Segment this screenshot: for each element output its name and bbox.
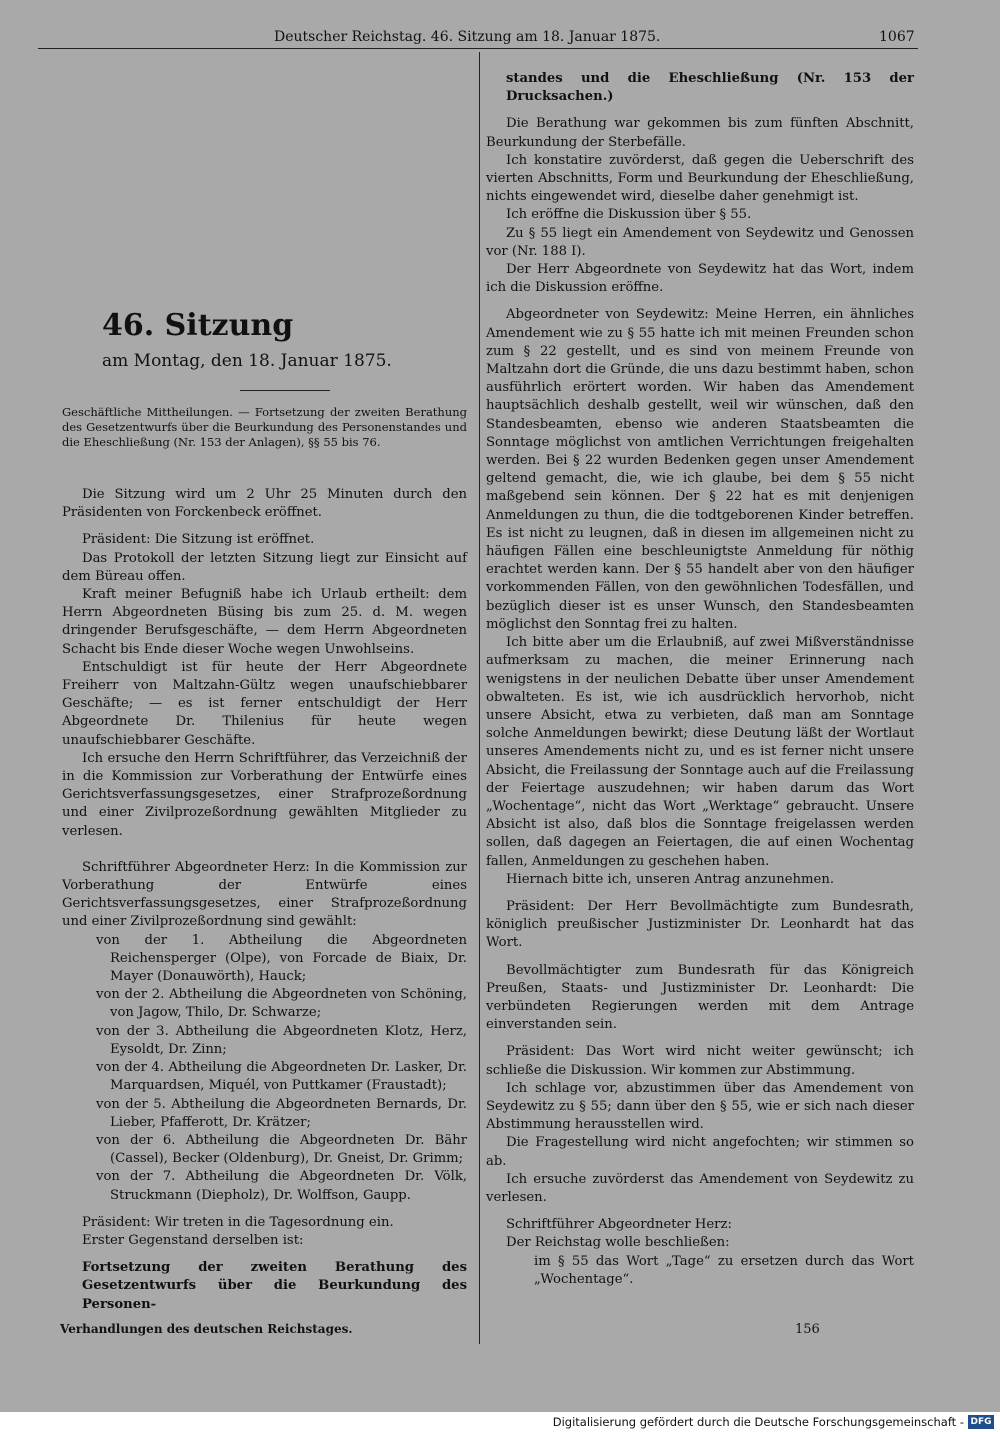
speech-paragraph: Ich bitte aber um die Erlaubniß, auf zwei Mißverständnisse aufmerksam zu machen, die meiner Erinnerung nach wenigstens in der neulichen Debatte über unser Amendement obwalteten. Es ist, wie ich ausdrücklich hervorhob, nicht unsere Absicht, etwa zu verbieten, daß man am Sonntage solche Anmeldungen bewirkt; diese Deutung läßt der Wortlaut unseres Amendements nicht zu, und es ist ferner nicht unsere Absicht, die Freilassung der Sonntage auch auf die Freilassung der Feiertage auszudehnen; wir haben darum das Wort „Wochentage“, nicht das Wort „Werktage“ gebraucht. Unsere Absicht ist also, daß blos die Sonntage freigelassen werden sollen, daß dagegen an Feiertagen, die auf einen Wochentag fallen, Anmeldungen zu geschehen haben. — [486, 635, 914, 869]
paragraph: Ich konstatire zuvörderst, daß gegen die Ueberschrift des vierten Abschnitts, Form und Beurkundung der Eheschließung, nichts eingewendet wird, dieselbe daher genehmigt ist. — [486, 152, 914, 205]
member-list-item: von der 5. Abtheilung die Abgeordneten Bernards, Dr. Lieber, Pfafferott, Dr. Krätzer; — [96, 1096, 467, 1130]
column-divider — [479, 52, 480, 1344]
paragraph: Präsident: Der Herr Bevollmächtigte zum Bundesrath, königlich preußischer Justizminister Dr. Leonhardt hat das Wort. — [486, 898, 914, 951]
header-rule — [38, 48, 918, 49]
member-list-item: von der 6. Abtheilung die Abgeordneten Dr. Bähr (Cassel), Becker (Oldenburg), Dr. Gneist, Dr. Grimm; — [96, 1132, 467, 1167]
agenda-heading-continued: standes und die Eheschließung (Nr. 153 der Drucksachen.) — [506, 71, 914, 105]
paragraph: Die Fragestellung wird nicht angefochten; wir stimmen so ab. — [486, 1135, 914, 1169]
paragraph: Das Protokoll der letzten Sitzung liegt zur Einsicht auf dem Büreau offen. — [62, 550, 467, 584]
paragraph: Ich ersuche den Herrn Schriftführer, das Verzeichniß der in die Kommission zur Vorberathung der Entwürfe eines Gerichtsverfassungsgesetzes, einer Strafprozeßordnung und einer Zivilprozeßordnung gewählten Mitglieder zu verlesen. — [62, 750, 467, 839]
member-list-item: von der 4. Abtheilung die Abgeordneten Dr. Lasker, Dr. Marquardsen, Miquél, von Puttkamer (Fraustadt); — [96, 1060, 467, 1094]
paragraph: Schriftführer Abgeordneter Herz: In die Kommission zur Vorberathung der Entwürfe eines Gerichtsverfassungsgesetzes, einer Strafprozeßordnung und einer Zivilprozeßordnung sind gewählt: — [62, 859, 467, 930]
paragraph: Ich schlage vor, abzustimmen über das Amendement von Seydewitz zu § 55; dann über den § 55, wie er sich nach dieser Abstimmung herausstellen wird. — [486, 1080, 914, 1133]
title-rule — [240, 390, 330, 391]
page-header — [0, 24, 1000, 46]
dfg-logo: DFG — [968, 1415, 994, 1429]
footer-source: Verhandlungen des deutschen Reichstages. — [60, 1322, 353, 1336]
opening-paragraph: Die Sitzung wird um 2 Uhr 25 Minuten durch den Präsidenten von Forckenbeck eröffnet. — [62, 487, 467, 521]
paragraph: Ich eröffne die Diskussion über § 55. — [506, 207, 752, 223]
speech-paragraph: Abgeordneter von Seydewitz: Meine Herren, ein ähnliches Amendement wie zu § 55 hatte ich mit meinen Freunden schon zum § 22 gestellt, und es sind von meinem Freunde von Maltzahn dort die Gründe, die uns dazu bestimmt haben, schon ausführlich erörtert worden. Wir haben das Amendement hauptsächlich deshalb gestellt, weil wir wünschen, daß den Standesbeamten, ebenso wie anderen Staatsbeamten die Sonntage möglichst von amtlichen Verrichtungen freigehalten werden. Bei § 22 wurden Bedenken gegen unser Amendement geltend gemacht, die, wie ich glaube, bei dem § 55 nicht maßgebend sein können. Der § 22 hat es mit denjenigen Anmeldungen zu thun, die die todtgeborenen Kinder betreffen. Es ist nicht zu leugnen, daß in diesen im allgemeinen nicht zu häufigen Fällen eine beschleunigtste Anmeldung für nöthig erachtet werden kann. Der § 55 handelt aber von den häufiger vorkommenden Fällen, von den gewöhnlichen Todesfällen, und bezüglich dieser ist es unser Wunsch, den Standesbeamten möglichst den Sonntag frei zu halten. — [486, 307, 914, 632]
page-number: 1067 — [879, 29, 915, 45]
paragraph: Die Berathung war gekommen bis zum fünften Abschnitt, Beurkundung der Sterbefälle. — [486, 116, 914, 150]
paragraph: Präsident: Das Wort wird nicht weiter gewünscht; ich schließe die Diskussion. Wir kommen zur Abstimmung. — [486, 1044, 914, 1078]
paragraph: Bevollmächtigter zum Bundesrath für das Königreich Preußen, Staats- und Justizminister Dr. Leonhardt: Die verbündeten Regierungen werden mit dem Antrage einverstanden sein. — [486, 962, 914, 1033]
paragraph: Präsident: Wir treten in die Tagesordnung ein. — [82, 1214, 394, 1230]
session-summary: Geschäftliche Mittheilungen. — Fortsetzung der zweiten Berathung des Gesetzentwurfs über die Beurkundung des Personenstandes und die Eheschließung (Nr. 153 der Anlagen), §§ 55 bis 76. — [62, 405, 467, 449]
member-list-item: von der 1. Abtheilung die Abgeordneten Reichensperger (Olpe), von Forcade de Biaix, Dr. Mayer (Donauwörth), Hauck; — [96, 932, 467, 985]
session-date: am Montag, den 18. Januar 1875. — [102, 351, 392, 371]
paragraph: Entschuldigt ist für heute der Herr Abgeordnete Freiherr von Maltzahn-Gültz wegen unaufschiebbarer Geschäfte; — es ist ferner entschuldigt der Herr Abgeordnete Dr. Thilenius für heute wegen unaufschiebbarer Geschäfte. — [62, 659, 467, 748]
paragraph: Der Reichstag wolle beschließen: — [506, 1235, 730, 1251]
paragraph: Schriftführer Abgeordneter Herz: — [506, 1217, 732, 1233]
paragraph: Erster Gegenstand derselben ist: — [82, 1232, 304, 1248]
paragraph: Der Herr Abgeordnete von Seydewitz hat das Wort, indem ich die Diskussion eröffne. — [486, 262, 914, 296]
member-list-item: von der 3. Abtheilung die Abgeordneten Klotz, Herz, Eysoldt, Dr. Zinn; — [96, 1023, 467, 1057]
credit-text: Digitalisierung gefördert durch die Deutsche Forschungsgemeinschaft - — [552, 1415, 964, 1429]
paragraph: Kraft meiner Befugniß habe ich Urlaub ertheilt: dem Herrn Abgeordneten Büsing bis zum 25. d. M. wegen dringender Berufsgeschäfte, — dem Herrn Abgeordneten Schacht bis Ende dieser Woche wegen Unwohlseins. — [62, 587, 467, 657]
running-title: Deutscher Reichstag. 46. Sitzung am 18. Januar 1875. — [274, 29, 661, 45]
session-title: 46. Sitzung — [102, 308, 294, 343]
member-list-item: von der 2. Abtheilung die Abgeordneten von Schöning, von Jagow, Thilo, Dr. Schwarze; — [96, 987, 467, 1021]
motion-text: im § 55 das Wort „Tage“ zu ersetzen durch das Wort „Wochentage“. — [534, 1253, 914, 1287]
paragraph: Hiernach bitte ich, unseren Antrag anzunehmen. — [506, 871, 835, 887]
credit-bar — [0, 1412, 1000, 1432]
paragraph: Ich ersuche zuvörderst das Amendement von Seydewitz zu verlesen. — [486, 1171, 914, 1205]
paragraph: Präsident: Die Sitzung ist eröffnet. — [82, 532, 315, 548]
agenda-heading: Fortsetzung der zweiten Berathung des Gesetzentwurfs über die Beurkundung des Personen- — [82, 1260, 467, 1312]
paragraph: Zu § 55 liegt ein Amendement von Seydewitz und Genossen vor (Nr. 188 I). — [486, 225, 914, 259]
left-column — [62, 290, 467, 1314]
signature-number: 156 — [795, 1322, 820, 1337]
right-column — [486, 70, 914, 1289]
member-list-item: von der 7. Abtheilung die Abgeordneten Dr. Völk, Struckmann (Diepholz), Dr. Wolffson, Gaupp. — [96, 1169, 467, 1203]
